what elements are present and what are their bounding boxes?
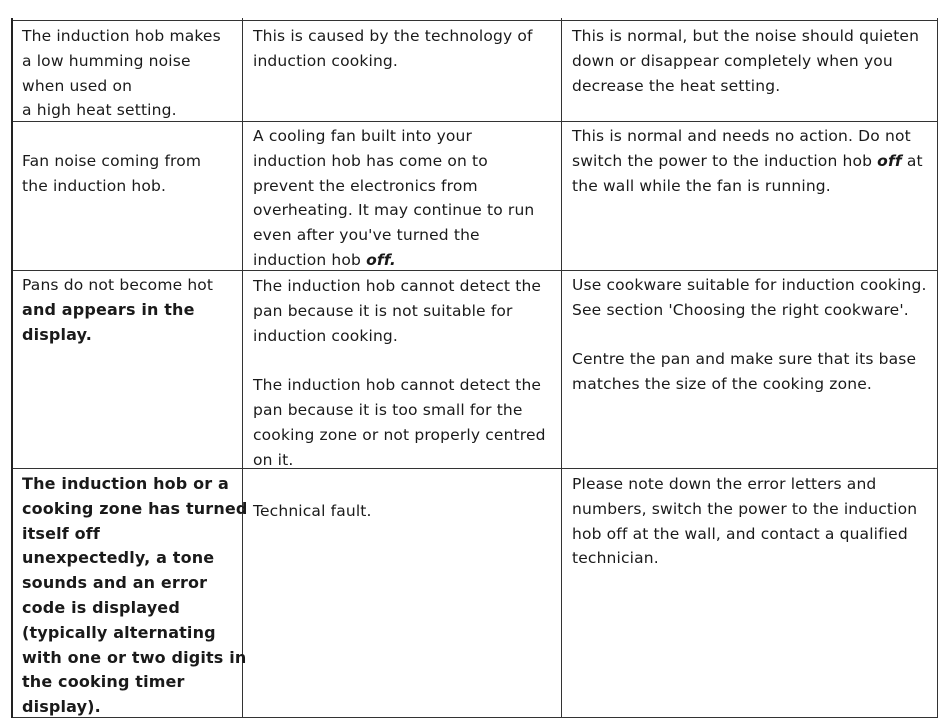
paragraph-gap xyxy=(572,323,927,348)
row-4-problem-line: (typically alternating xyxy=(22,622,216,642)
row-2-cause-emphasis-off: off. xyxy=(366,250,396,269)
row-4-solution-line: hob off at the wall, and contact a qualified xyxy=(572,524,908,543)
row-2-cause-last-prefix: induction hob xyxy=(253,250,367,269)
row-4-problem xyxy=(22,472,247,720)
row-3-cause xyxy=(253,274,546,472)
row-4-solution-line: Please note down the error letters and xyxy=(572,475,877,493)
row-3-cause-line: The induction hob cannot detect the xyxy=(253,277,542,295)
row-2-cause-line: overheating. It may continue to run xyxy=(253,201,535,220)
row-2-problem-line: the induction hob. xyxy=(22,176,167,195)
row-2-solution xyxy=(572,124,923,198)
row-2-cause xyxy=(253,124,534,273)
row-3-problem-bold-line: display. xyxy=(22,324,92,344)
row-2-cause-line-last xyxy=(253,248,534,273)
row-3-solution-line: See section 'Choosing the right cookware'. xyxy=(572,300,909,319)
column-divider-2 xyxy=(561,18,562,718)
row-4-problem-line: The induction hob or a xyxy=(22,474,229,493)
row-3-solution xyxy=(572,273,927,397)
row-3-solution-line: Centre the pan and make sure that its base xyxy=(572,350,917,369)
row-1-solution-line: decrease the heat setting. xyxy=(572,76,781,95)
row-1-solution-line: This is normal, but the noise should quieten xyxy=(572,27,920,45)
paragraph-gap xyxy=(253,348,546,373)
row-2-cause-line: induction hob has come on to xyxy=(253,151,488,170)
row-4-solution-line: technician. xyxy=(572,549,659,568)
row-1-problem xyxy=(22,24,221,123)
row-1-problem-line: a low humming noise xyxy=(22,51,191,70)
row-4-solution xyxy=(572,472,917,571)
row-3-cause-line: The induction hob cannot detect the xyxy=(253,376,542,395)
row-3-cause-line: pan because it is too small for the xyxy=(253,400,523,419)
table-border-top xyxy=(12,20,938,21)
row-2-solution-suffix: at xyxy=(901,151,923,170)
row-4-problem-line: itself off xyxy=(22,523,100,543)
row-4-problem-line: display). xyxy=(22,697,101,717)
row-2-solution-prefix: switch the power to the induction hob xyxy=(572,151,878,170)
row-1-cause-line: induction cooking. xyxy=(253,51,398,70)
row-1-solution-line: down or disappear completely when you xyxy=(572,51,893,70)
row-1-problem-line: The induction hob makes xyxy=(22,27,221,45)
row-1-cause xyxy=(253,24,533,74)
row-1-problem-line: when used on xyxy=(22,76,133,95)
table-border-right xyxy=(937,18,938,718)
row-4-solution-line: numbers, switch the power to the induction xyxy=(572,499,918,518)
row-3-problem-bold xyxy=(22,298,195,348)
row-3-cause-line: cooking zone or not properly centred xyxy=(253,425,546,444)
row-3-cause-line: induction cooking. xyxy=(253,326,398,345)
row-3-solution-line: Use cookware suitable for induction cooking. xyxy=(572,276,927,294)
row-3-cause-line: on it. xyxy=(253,450,294,469)
row-2-solution-line: the wall while the fan is running. xyxy=(572,176,831,195)
row-4-problem-line: the cooking timer xyxy=(22,672,185,692)
row-4-problem-line: cooking zone has turned xyxy=(22,498,248,518)
row-3-problem xyxy=(22,273,213,298)
row-3-problem-bold-line: and appears in the xyxy=(22,300,195,319)
row-2-solution-emphasis-off: off xyxy=(877,151,902,170)
table-border-left xyxy=(11,18,13,718)
row-2-problem xyxy=(22,149,201,199)
row-4-problem-line: code is displayed xyxy=(22,597,180,617)
row-3-cause-line: pan because it is not suitable for xyxy=(253,301,513,320)
row-4-cause-line: Technical fault. xyxy=(253,502,372,520)
row-2-solution-line-2 xyxy=(572,149,923,174)
row-1-cause-line: This is caused by the technology of xyxy=(253,27,533,45)
row-2-cause-line: A cooling fan built into your xyxy=(253,127,473,145)
row-1-solution xyxy=(572,24,919,98)
row-2-problem-line: Fan noise coming from xyxy=(22,152,202,170)
row-4-cause xyxy=(253,499,372,524)
row-2-cause-line: even after you've turned the xyxy=(253,226,480,245)
row-3-problem-line: Pans do not become hot xyxy=(22,276,214,294)
row-2-cause-line: prevent the electronics from xyxy=(253,176,478,195)
row-2-solution-line: This is normal and needs no action. Do not xyxy=(572,127,911,145)
row-4-problem-line: with one or two digits in xyxy=(22,647,247,667)
row-4-problem-line: unexpectedly, a tone xyxy=(22,548,215,568)
row-4-problem-line: sounds and an error xyxy=(22,573,208,593)
row-3-solution-line: matches the size of the cooking zone. xyxy=(572,375,872,394)
row-1-problem-line: a high heat setting. xyxy=(22,101,177,120)
